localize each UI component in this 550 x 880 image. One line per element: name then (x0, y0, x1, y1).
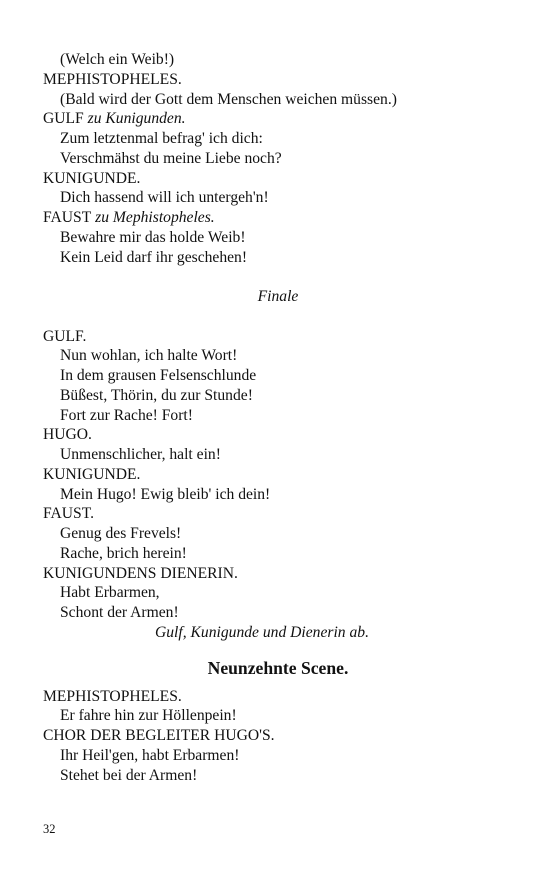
speaker-name: CHOR DER BEGLEITER HUGO'S. (43, 727, 275, 744)
page-number: 32 (43, 822, 56, 836)
speaker-name: KUNIGUNDENS DIENERIN. (43, 564, 238, 582)
verse-line: Dich hassend will ich untergeh'n! (60, 189, 269, 207)
dialogue-part-3 (43, 687, 513, 786)
verse-line: Schont der Armen! (60, 604, 179, 621)
speaker-name: KUNIGUNDE. (43, 169, 141, 187)
verse-line: Nun wohlan, ich halte Wort! (60, 347, 238, 365)
stage-direction: zu Kunigunden. (83, 110, 186, 128)
verse-line: Habt Erbarmen, (60, 584, 160, 602)
spacer (43, 307, 513, 327)
verse-line: Er fahre hin zur Höllenpein! (60, 707, 237, 725)
verse-line: Unmenschlicher, halt ein! (60, 446, 221, 463)
spacer (43, 267, 513, 287)
dialogue-part-1 (43, 50, 513, 267)
dialogue-part-2 (43, 327, 513, 643)
verse-line: In dem grausen Felsenschlunde (60, 367, 257, 384)
verse-line: Genug des Frevels! (60, 525, 182, 542)
speaker-name: MEPHISTOPHELES. (43, 687, 182, 705)
verse-line: Stehet bei der Armen! (60, 766, 198, 784)
verse-line: Verschmähst du meine Liebe noch? (60, 149, 282, 167)
speaker-name: MEPHISTOPHELES. (43, 70, 182, 88)
stage-direction: zu Mephistopheles. (91, 209, 215, 226)
verse-line: Fort zur Rache! Fort! (60, 406, 193, 424)
verse-line: (Bald wird der Gott dem Menschen weichen müssen.) (60, 90, 397, 108)
speaker-name: FAUST. (43, 505, 94, 523)
speaker-with-direction (43, 109, 513, 129)
page-text (43, 50, 513, 785)
verse-line: (Welch ein Weib!) (60, 51, 175, 68)
verse-line: Zum letztenmal befrag' ich dich: (60, 130, 263, 147)
verse-line: Bewahre mir das holde Weib! (60, 228, 246, 246)
speaker-name: GULF. (43, 327, 87, 345)
finale-label: Finale (257, 288, 299, 305)
speaker-name: GULF (43, 110, 84, 128)
stage-direction: Gulf, Kunigunde und Dienerin ab. (155, 623, 369, 641)
verse-line: Büßest, Thörin, du zur Stunde! (60, 386, 253, 404)
verse-line: Mein Hugo! Ewig bleib' ich dein! (60, 485, 271, 503)
speaker-with-direction (43, 208, 513, 228)
verse-line: Kein Leid darf ihr geschehen! (60, 248, 248, 266)
speaker-name: HUGO. (43, 426, 92, 444)
speaker-name: FAUST (43, 209, 92, 226)
verse-line: Rache, brich herein! (60, 544, 187, 562)
speaker-name: KUNIGUNDE. (43, 465, 141, 483)
verse-line: Ihr Heil'gen, habt Erbarmen! (60, 746, 240, 764)
scene-heading: Neunzehnte Scene. (207, 657, 349, 678)
